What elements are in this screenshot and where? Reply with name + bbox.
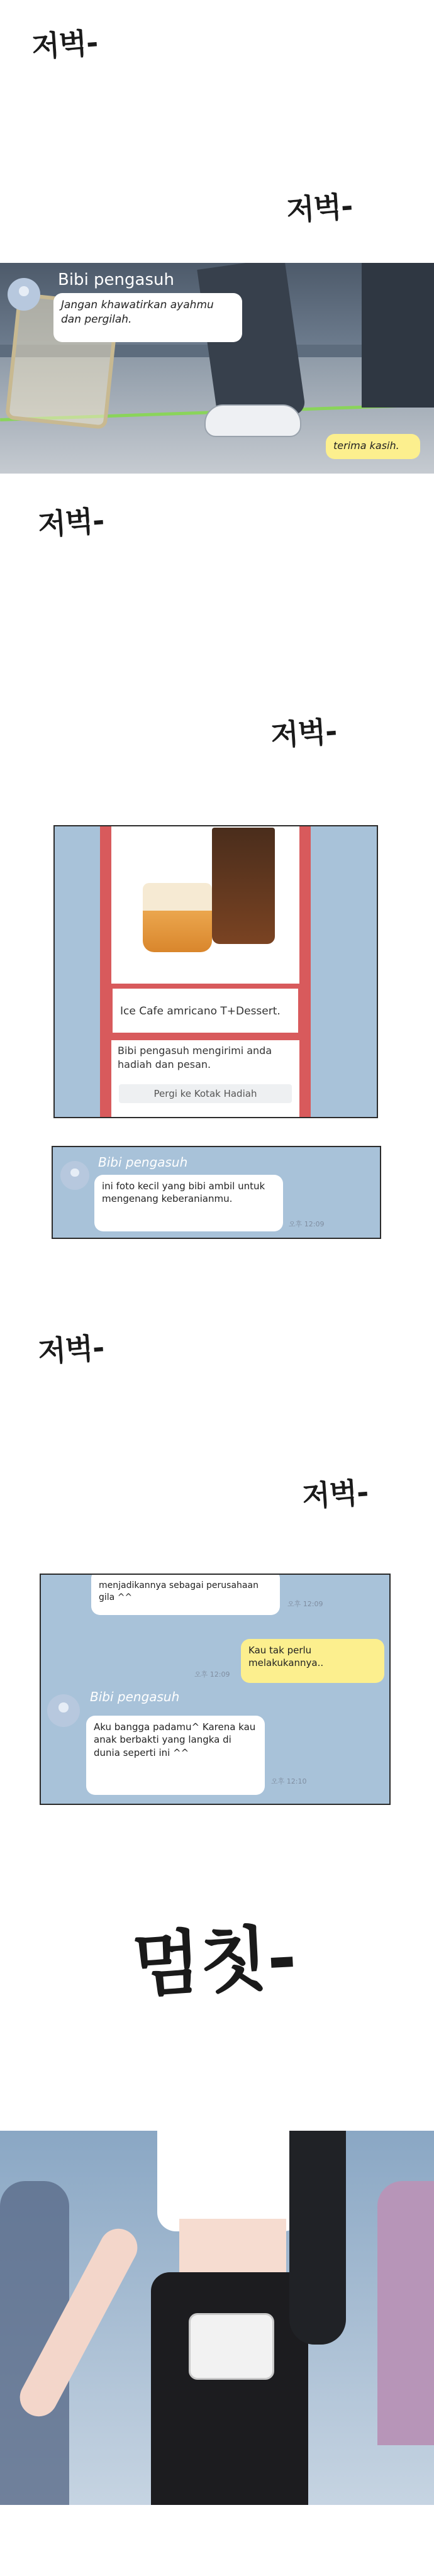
panel-proud-message — [40, 1574, 391, 1805]
woman-midriff — [179, 2219, 286, 2275]
woman-black-pants — [151, 2272, 308, 2505]
gift-box-button[interactable]: Pergi ke Kotak Hadiah — [119, 1084, 292, 1103]
person-leg-right — [362, 263, 434, 408]
message-bubble: ini foto kecil yang bibi ambil untuk mengenang keberanianmu. — [94, 1175, 283, 1231]
reply-bubble: terima kasih. — [326, 434, 420, 459]
dessert-image — [143, 883, 212, 952]
gift-message: Bibi pengasuh mengirimi anda hadiah dan pesan. — [111, 1040, 299, 1118]
sneaker — [204, 404, 301, 437]
woman-white-top — [157, 2131, 302, 2231]
gift-title: Ice Cafe amricano T+Dessert. — [113, 989, 298, 1033]
reply-bubble: Kau tak perlu melakukannya.. — [241, 1639, 384, 1683]
sender-name: Bibi pengasuh — [58, 270, 174, 289]
message-time: 오후 12:09 — [289, 1220, 325, 1228]
message-bubble: menjadikannya sebagai perusahaan gila ^^ — [91, 1574, 280, 1615]
user-avatar-icon — [8, 278, 40, 311]
sfx-footsteps: 저벅- — [36, 1330, 105, 1369]
sfx-halt: 멈칫- — [130, 1917, 298, 2007]
panel-street-chat — [0, 263, 434, 474]
sender-name: Bibi pengasuh — [90, 1689, 180, 1704]
user-avatar-icon — [60, 1161, 89, 1190]
sfx-footsteps: 저벅- — [285, 189, 353, 228]
passerby-right — [377, 2181, 434, 2445]
panel-gift-card — [53, 825, 378, 1118]
sfx-footsteps: 저벅- — [30, 25, 99, 64]
woman-hair — [289, 2131, 346, 2345]
sfx-footsteps: 저벅- — [269, 714, 338, 753]
iced-coffee-image — [212, 828, 275, 944]
message-bubble: Aku bangga padamu^ Karena kau anak berbakti yang langka di dunia seperti ini ^^ — [86, 1716, 265, 1795]
gift-image — [111, 826, 299, 984]
message-time: 오후 12:10 — [271, 1777, 307, 1785]
sfx-footsteps: 저벅- — [301, 1475, 369, 1514]
message-bubble: Jangan khawatirkan ayahmu dan pergilah. — [53, 293, 242, 342]
panel-street-scene — [0, 2131, 434, 2505]
reply-time: 오후 12:09 — [194, 1670, 230, 1679]
sfx-footsteps: 저벅- — [36, 503, 105, 542]
crossbody-bag — [189, 2313, 274, 2380]
panel-photo-message — [52, 1146, 381, 1239]
gift-card — [100, 826, 311, 1118]
user-avatar-icon — [47, 1694, 80, 1727]
sender-name: Bibi pengasuh — [98, 1155, 188, 1170]
message-time: 오후 12:09 — [287, 1600, 323, 1608]
